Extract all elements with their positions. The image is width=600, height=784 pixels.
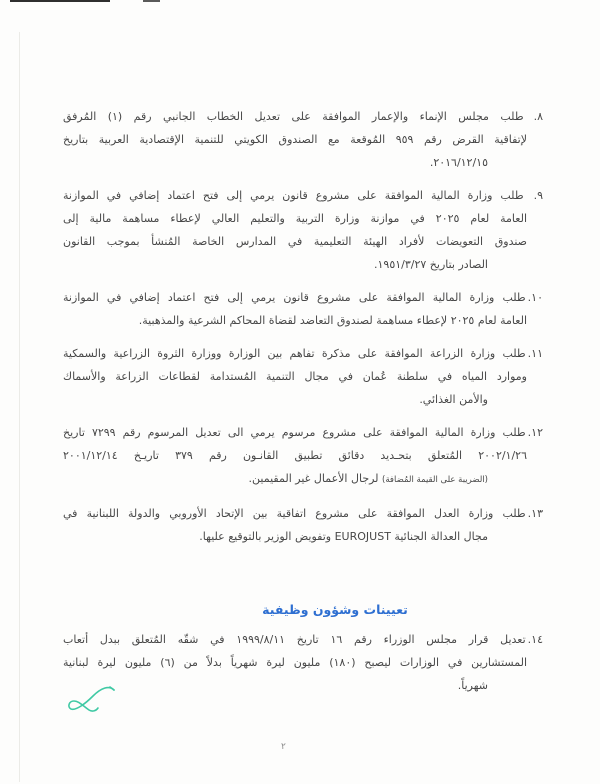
item-line <box>63 467 543 492</box>
item-number: ١٤. <box>527 633 543 646</box>
item-line <box>63 421 543 444</box>
item-line <box>63 502 543 525</box>
item-text: تعديل قرار مجلس الوزراء رقم ١٦ تاريخ ١٩٩٩/٨/١١ في شقّه المُتعلق ببدل أتعاب <box>63 633 526 646</box>
item-line: المستشارين في الوزارات ليصبح (١٨٠) مليون ليرة شهرياً بدلاً من (٦) مليون ليرة لبنانية <box>63 656 527 669</box>
item-line <box>63 184 543 207</box>
agenda-item-14 <box>63 628 543 697</box>
item-line: الصادر بتاريخ ١٩٥١/٣/٢٧. <box>374 258 488 271</box>
item-text: طلب مجلس الإنماء والإعمار الموافقة على تعديل الخطاب الجانبي رقم (١) المُرفق <box>63 110 524 123</box>
item-line: ٢٠٠٢/١/٢٦ المُتعلق بتحـديد دقائق تطبيق القانـون رقم ٣٧٩ تاريـخ ٢٠٠١/١٢/١٤ <box>63 449 527 462</box>
agenda-text-block <box>63 105 543 707</box>
scan-fold-line <box>19 32 20 782</box>
item-line: والأمن الغذائي. <box>419 393 488 406</box>
item-line: شهرياً. <box>457 679 488 692</box>
item-line: العامة لعام ٢٠٢٥ في موازنة وزارة التربية والتعليم العالي لإعطاء مساهمة مالية إلى <box>63 212 527 225</box>
item-number: ١٢. <box>527 426 543 439</box>
item-number: ١٣. <box>527 507 543 520</box>
item-line <box>63 105 543 128</box>
page-number: ٢ <box>281 742 286 752</box>
item-number: ٩. <box>533 189 543 202</box>
scan-artifact-top-edge <box>143 0 160 2</box>
agenda-item-9 <box>63 184 543 276</box>
pen-mark-annotation <box>64 683 116 717</box>
item-number: ١١. <box>527 347 543 360</box>
agenda-item-12 <box>63 421 543 492</box>
agenda-item-8 <box>63 105 543 174</box>
item-line: ٢٠١٦/١٢/١٥. <box>429 156 488 169</box>
item-line <box>63 342 543 365</box>
item-text-small-segment: (الضريبة على القيمة المُضافة) <box>382 475 488 485</box>
item-line: العامة لعام ٢٠٢٥ لإعطاء مساهمة لصندوق التعاضد لقضاة المحاكم الشرعية والمذهبية. <box>138 314 527 327</box>
item-text: طلب وزارة المالية الموافقة على مشروع قانون يرمي إلى فتح اعتماد إضافي في الموازنة <box>63 291 526 304</box>
item-text: طلب وزارة المالية الموافقة على مشروع قانون يرمي إلى فتح اعتماد إضافي في الموازنة <box>63 189 524 202</box>
item-line <box>63 286 543 309</box>
item-line: مجال العدالة الجنائية EUROJUST وتفويض الوزير بالتوقيع عليها. <box>199 530 488 543</box>
agenda-item-10 <box>63 286 543 332</box>
scan-artifact-top-edge <box>10 0 110 2</box>
item-text: طلب وزارة الزراعة الموافقة على مذكرة تفاهم بين الوزارة ووزارة الثروة الزراعية والسمكية <box>63 347 526 360</box>
item-line: صندوق التعويضات لأفراد الهيئة التعليمية في المدارس الخاصة المُنشأ بموجب القانون <box>63 235 527 248</box>
item-number: ١٠. <box>527 291 543 304</box>
item-line: لإتفاقية القرض رقم ٩٥٩ المُوقعة مع الصندوق الكويتي للتنمية الإقتصادية العربية بتاريخ <box>63 133 527 146</box>
agenda-item-13 <box>63 502 543 548</box>
item-text: طلب وزارة المالية الموافقة على مشروع مرسوم يرمي الى تعديل المرسوم رقم ٧٢٩٩ تاريخ <box>63 426 526 439</box>
item-text-segment: لرجال الأعمال غير المقيمين. <box>248 472 383 485</box>
agenda-item-11 <box>63 342 543 411</box>
item-text: طلب وزارة العدل الموافقة على مشروع اتفاقية بين الإتحاد الأوروبي والدولة اللبنانية في <box>63 507 526 520</box>
item-line <box>63 628 543 651</box>
item-number: ٨. <box>533 110 543 123</box>
section-heading-appointments: تعيينات وشؤون وظيفية <box>262 602 408 617</box>
item-line: وموارد المياه في سلطنة عُمان في مجال التنمية المُستدامة لقطاعات الزراعة والأسماك <box>63 370 527 383</box>
